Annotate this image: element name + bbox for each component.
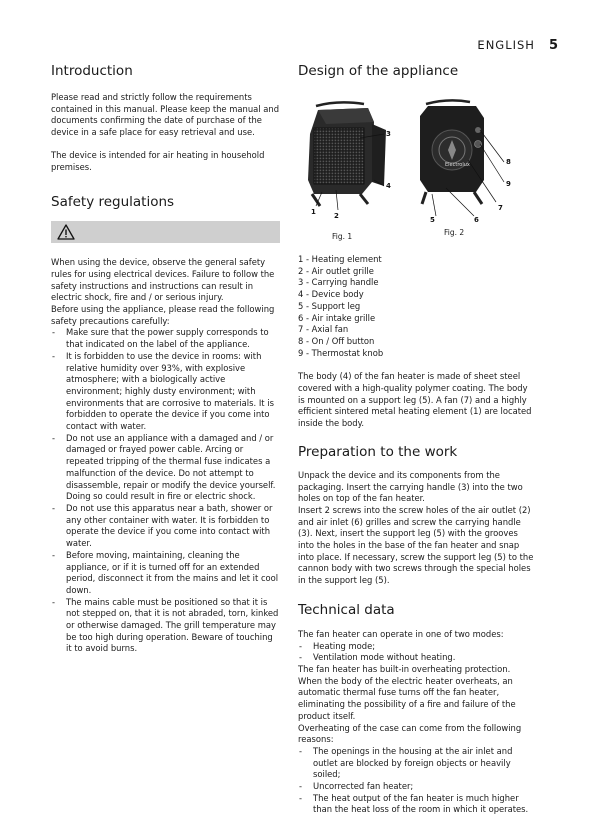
intro-paragraph-2: The device is intended for air heating in household premises. <box>51 149 265 172</box>
warning-triangle-icon <box>57 224 75 240</box>
introduction-heading: Introduction <box>51 63 133 79</box>
page-number: 5 <box>548 38 558 53</box>
appliance-illustration <box>298 94 536 226</box>
modes-list <box>298 641 536 664</box>
callout-2: 2 <box>334 212 339 220</box>
left-column <box>51 62 280 655</box>
list-item: - The mains cable must be positioned so that it is not stepped on, that it is not abraded, torn, kinked or otherwise damaged. The grill temperature may be too high during operation. Beware of touching it to avoid burns. <box>51 597 280 656</box>
tech-paragraph-2: The fan heater has built-in overheating protection. When the body of the electric heater overheats, an automatic thermal fuse turns off the fan heater, eliminating the possibility of a fire and failure of the product itself. <box>298 663 516 721</box>
callout-1: 1 <box>311 208 316 216</box>
language-label: ENGLISH <box>477 38 535 52</box>
parts-list <box>298 254 536 359</box>
list-item: - The openings in the housing at the air inlet and outlet are blocked by foreign objects or heavily soiled; <box>298 746 536 781</box>
warning-bar <box>51 221 280 243</box>
list-item: - Heating mode; <box>298 641 536 653</box>
page-header <box>477 38 558 53</box>
list-item: - Do not use this apparatus near a bath, shower or any other container with water. It is forbidden to operate the device if you come into contact with water. <box>51 503 280 550</box>
design-description: The body (4) of the fan heater is made of sheet steel covered with a high-quality polymer coating. The body is mounted on a support leg (5). A fan (7) and a highly efficient sintered metal heating element (1) are located inside the body. <box>298 371 532 429</box>
list-item: 6 - Air intake grille <box>298 312 376 323</box>
callout-4: 4 <box>386 182 391 190</box>
safety-paragraph-2: Before using the appliance, please read the following safety precautions carefully: <box>51 304 275 326</box>
tech-paragraph-3: Overheating of the case can come from the following reasons: <box>298 722 522 745</box>
callout-8: 8 <box>506 158 511 166</box>
prep-paragraph-2: Insert 2 screws into the screw holes of the air outlet (2) and air inlet (6) grilles and screw the carrying handle (3). Next, insert the support leg (5) with the grooves into the holes in the base of the fan heater and snap into place. If necessary, screw the support leg (5) to the cannon body with two screws through the special holes in the support leg (5). <box>298 504 534 586</box>
callout-6: 6 <box>474 216 479 224</box>
fig1-caption: Fig. 1 <box>332 232 353 241</box>
fig1-heater <box>308 102 386 206</box>
reasons-list <box>298 746 536 816</box>
intro-paragraph-1: Please read and strictly follow the requirements contained in this manual. Please keep the manual and documents confirming the date of purchase of the device in a safe place for easy retrieval and use. <box>51 92 280 138</box>
safety-list <box>51 327 280 655</box>
callout-7: 7 <box>498 204 503 212</box>
appliance-figure <box>298 94 536 241</box>
list-item: 4 - Device body <box>298 289 364 300</box>
list-item: 3 - Carrying handle <box>298 277 379 288</box>
list-item: 2 - Air outlet grille <box>298 265 374 276</box>
list-item: 5 - Support leg <box>298 300 361 311</box>
list-item: - Make sure that the power supply corresponds to that indicated on the label of the appliance. <box>51 327 280 350</box>
right-column <box>298 62 536 816</box>
list-item: - It is forbidden to use the device in rooms: with relative humidity over 93%, with explosive atmosphere; with a biologically active environment; highly dusty environment; with environments that are corrosive to materials. It is forbidden to operate the device if you come into contact with water. <box>51 351 280 433</box>
design-heading: Design of the appliance <box>298 63 459 79</box>
list-item: - Uncorrected fan heater; <box>298 781 536 793</box>
safety-paragraph-1: When using the device, observe the general safety rules for using electrical devices. Failure to follow the safety instructions and instructions can result in electric shock, fire and / or serious injury. <box>51 257 275 303</box>
callout-3: 3 <box>386 130 391 138</box>
callout-9: 9 <box>506 180 511 188</box>
list-item: 9 - Thermostat knob <box>298 347 384 358</box>
list-item: 7 - Axial fan <box>298 324 349 335</box>
technical-data-heading: Technical data <box>298 601 395 618</box>
preparation-heading: Preparation to the work <box>298 443 458 460</box>
tech-paragraph-1: The fan heater can operate in one of two modes: <box>298 628 504 639</box>
list-item: - Do not use an appliance with a damaged and / or damaged or frayed power cable. Arcing or repeated tripping of the thermal fuse indicates a malfunction of the device. Do not attempt to disassemble, repair or modify the device yourself. Doing so could result in fire or electric shock. <box>51 433 280 503</box>
list-item: - The heat output of the fan heater is much higher than the heat loss of the room in which it operates. <box>298 793 536 816</box>
fig2-caption: Fig. 2 <box>444 228 465 237</box>
list-item: - Before moving, maintaining, cleaning the appliance, or if it is turned off for an extended period, disconnect it from the mains and let it cool down. <box>51 550 280 597</box>
svg-text:Electrolux: Electrolux <box>445 162 470 168</box>
safety-heading: Safety regulations <box>51 194 175 211</box>
fig2-heater <box>420 100 484 204</box>
list-item: 8 - On / Off button <box>298 335 375 346</box>
prep-paragraph-1: Unpack the device and its components from the packaging. Insert the carrying handle (3) into the two holes on top of the fan heater. <box>298 469 523 504</box>
list-item: 1 - Heating element <box>298 254 382 264</box>
callout-5: 5 <box>430 216 435 224</box>
list-item: - Ventilation mode without heating. <box>298 652 536 664</box>
